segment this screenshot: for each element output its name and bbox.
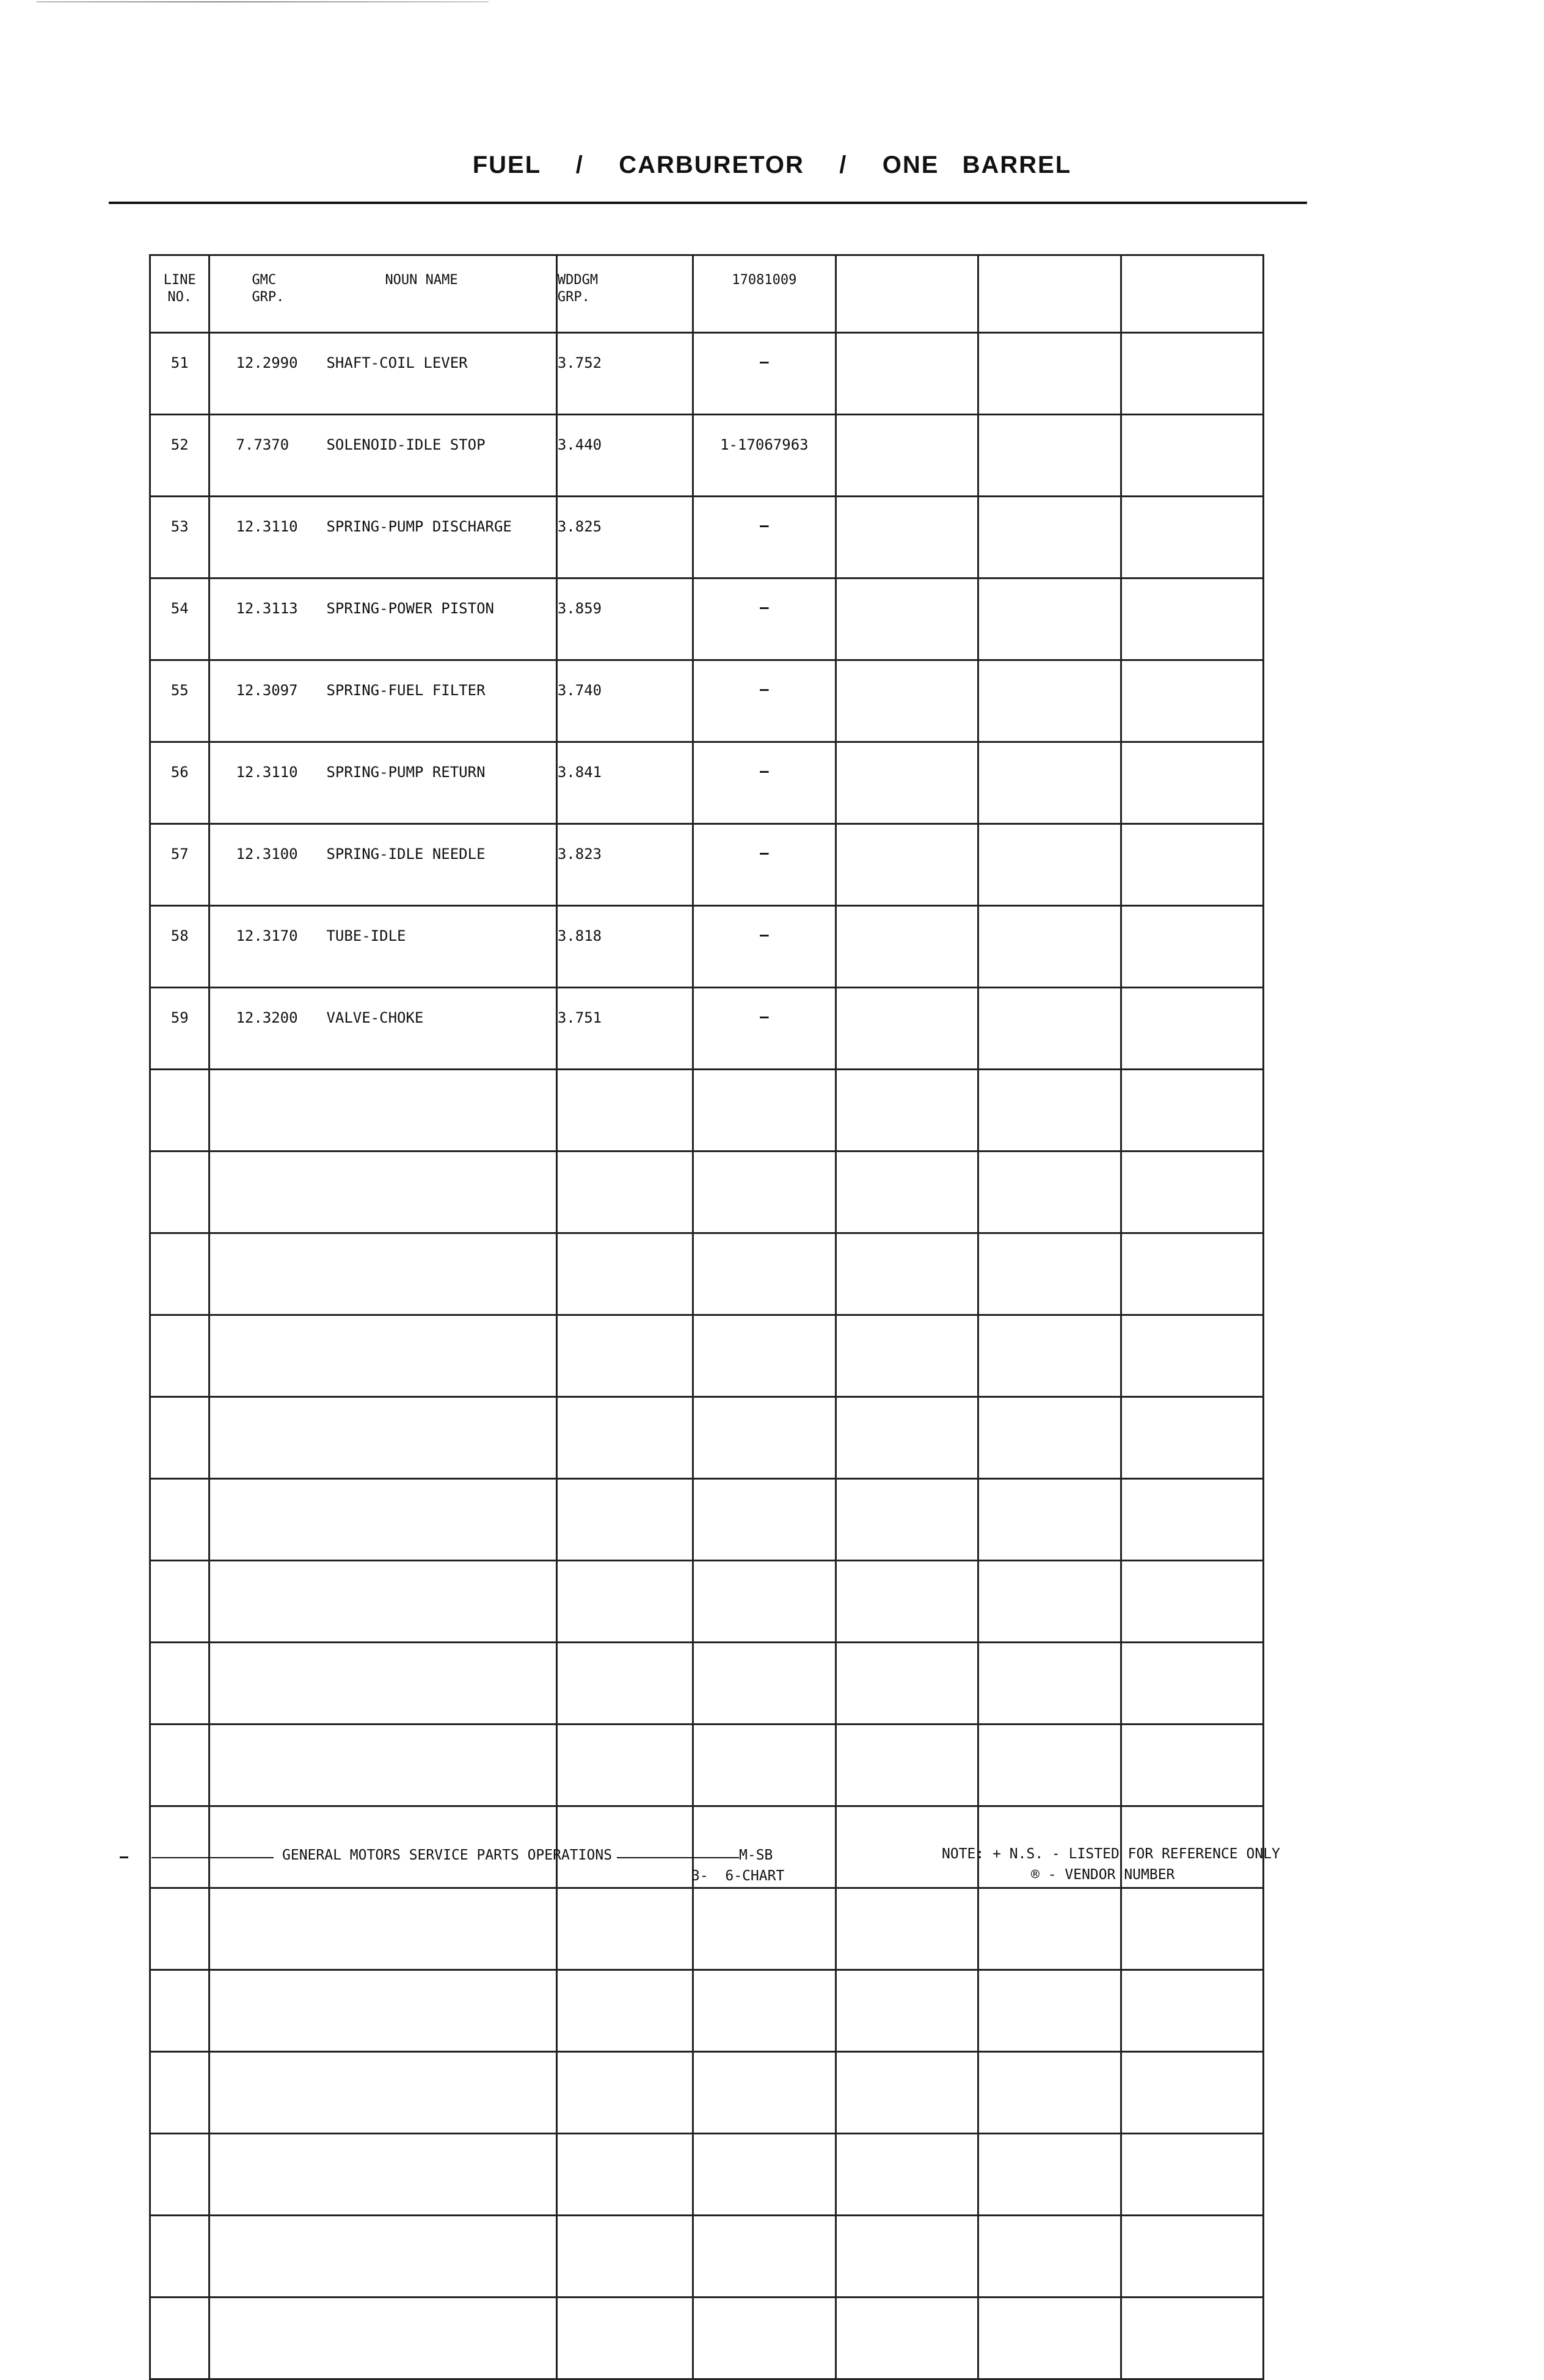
blank-row <box>150 1970 1264 2052</box>
cell-gmc-noun <box>209 742 556 824</box>
table-row <box>150 824 1264 906</box>
cell-gmc-noun <box>209 660 556 742</box>
blank-row <box>150 1070 1264 1152</box>
blank-cell <box>1121 1233 1264 1315</box>
blank-cell <box>693 1315 836 1397</box>
blank-cell <box>693 2134 836 2216</box>
blank-cell <box>556 1725 693 1806</box>
cell-wddgm-grp: 3.825 <box>556 497 693 579</box>
cell-line-no: 57 <box>150 824 209 906</box>
blank-cell <box>150 1233 209 1315</box>
header-variant-2 <box>836 255 978 333</box>
footer-note-1: NOTE: + N.S. - LISTED FOR REFERENCE ONLY <box>942 1846 1280 1862</box>
footer-chart-ref: 3- 6-CHART <box>691 1868 785 1884</box>
cell-variant-3 <box>978 579 1121 660</box>
header-variant-1: 17081009 <box>693 255 836 333</box>
blank-cell <box>1121 1725 1264 1806</box>
header-wddgm <box>556 255 693 333</box>
blank-cell <box>209 1725 556 1806</box>
cell-wddgm-grp: 3.752 <box>556 333 693 415</box>
cell-line-no: 55 <box>150 660 209 742</box>
blank-row <box>150 1152 1264 1233</box>
blank-cell <box>209 1479 556 1561</box>
cell-gmc-noun <box>209 497 556 579</box>
cell-variant-3 <box>978 906 1121 988</box>
blank-cell <box>836 2134 978 2216</box>
table-row <box>150 333 1264 415</box>
blank-cell <box>836 1561 978 1643</box>
blank-cell <box>978 1315 1121 1397</box>
cell-variant-3 <box>978 742 1121 824</box>
blank-row <box>150 1397 1264 1479</box>
footer-code: M-SB <box>739 1847 773 1863</box>
blank-cell <box>836 2298 978 2379</box>
blank-cell <box>693 1397 836 1479</box>
blank-cell <box>978 2052 1121 2134</box>
header-variant-3 <box>978 255 1121 333</box>
blank-cell <box>209 2298 556 2379</box>
blank-cell <box>556 1315 693 1397</box>
blank-cell <box>150 1479 209 1561</box>
cell-variant-1: — <box>693 579 836 660</box>
cell-gmc-noun <box>209 579 556 660</box>
blank-cell <box>150 1315 209 1397</box>
header-gmc-line1: GMC <box>252 272 277 288</box>
blank-cell <box>693 2298 836 2379</box>
cell-line-no: 51 <box>150 333 209 415</box>
cell-variant-1: — <box>693 988 836 1070</box>
cell-variant-1: — <box>693 660 836 742</box>
cell-noun-name: SHAFT-COIL LEVER <box>326 354 468 371</box>
cell-variant-3 <box>978 660 1121 742</box>
blank-row <box>150 2052 1264 2134</box>
blank-cell <box>556 1479 693 1561</box>
footer-org-name: GENERAL MOTORS SERVICE PARTS OPERATIONS <box>282 1847 613 1863</box>
blank-cell <box>836 1315 978 1397</box>
blank-cell <box>978 1970 1121 2052</box>
blank-cell <box>836 1152 978 1233</box>
cell-variant-2 <box>836 660 978 742</box>
header-wddgm-line2: GRP. <box>557 290 590 305</box>
cell-noun-name: SPRING-FUEL FILTER <box>326 682 486 699</box>
blank-cell <box>836 1643 978 1725</box>
cell-variant-4 <box>1121 742 1264 824</box>
blank-cell <box>693 2052 836 2134</box>
table-row <box>150 415 1264 497</box>
cell-line-no: 59 <box>150 988 209 1070</box>
cell-variant-2 <box>836 906 978 988</box>
cell-wddgm-grp: 3.740 <box>556 660 693 742</box>
blank-cell <box>978 2216 1121 2298</box>
blank-cell <box>978 1561 1121 1643</box>
cell-wddgm-grp: 3.823 <box>556 824 693 906</box>
blank-row <box>150 2216 1264 2298</box>
blank-cell <box>209 1070 556 1152</box>
cell-variant-4 <box>1121 579 1264 660</box>
blank-cell <box>1121 1152 1264 1233</box>
blank-cell <box>1121 1397 1264 1479</box>
blank-row <box>150 1643 1264 1725</box>
cell-line-no: 53 <box>150 497 209 579</box>
cell-noun-name: SPRING-IDLE NEEDLE <box>326 845 486 863</box>
table-row <box>150 579 1264 660</box>
cell-gmc-grp: 12.3200 <box>236 1009 298 1026</box>
table-row <box>150 660 1264 742</box>
cell-wddgm-grp: 3.841 <box>556 742 693 824</box>
blank-cell <box>556 2216 693 2298</box>
blank-cell <box>693 1888 836 1970</box>
cell-variant-1: — <box>693 906 836 988</box>
cell-variant-4 <box>1121 906 1264 988</box>
blank-cell <box>209 1315 556 1397</box>
table-row <box>150 742 1264 824</box>
blank-cell <box>556 1070 693 1152</box>
blank-cell <box>150 1806 209 1888</box>
cell-variant-1: 1-17067963 <box>693 415 836 497</box>
blank-cell <box>836 1070 978 1152</box>
cell-wddgm-grp: 3.818 <box>556 906 693 988</box>
footer-left-dash <box>120 1856 128 1858</box>
cell-variant-2 <box>836 415 978 497</box>
cell-gmc-grp: 12.3097 <box>236 682 298 699</box>
cell-line-no: 52 <box>150 415 209 497</box>
cell-gmc-noun <box>209 906 556 988</box>
cell-gmc-noun <box>209 824 556 906</box>
blank-cell <box>209 1233 556 1315</box>
cell-variant-4 <box>1121 988 1264 1070</box>
blank-cell <box>150 2052 209 2134</box>
blank-cell <box>556 1397 693 1479</box>
table-header-row <box>150 255 1264 333</box>
cell-variant-1: — <box>693 742 836 824</box>
blank-cell <box>150 1970 209 2052</box>
cell-variant-1: — <box>693 824 836 906</box>
blank-cell <box>836 1397 978 1479</box>
blank-cell <box>1121 2298 1264 2379</box>
blank-cell <box>556 1152 693 1233</box>
header-gmc-noun <box>209 255 556 333</box>
blank-cell <box>556 2298 693 2379</box>
blank-cell <box>693 1233 836 1315</box>
blank-cell <box>556 1888 693 1970</box>
blank-row <box>150 2134 1264 2216</box>
blank-cell <box>978 1643 1121 1725</box>
blank-cell <box>1121 1643 1264 1725</box>
cell-gmc-grp: 12.3110 <box>236 518 298 535</box>
cell-gmc-grp: 12.3100 <box>236 845 298 863</box>
cell-wddgm-grp: 3.751 <box>556 988 693 1070</box>
blank-row <box>150 1315 1264 1397</box>
blank-cell <box>836 1970 978 2052</box>
blank-cell <box>556 1970 693 2052</box>
cell-gmc-grp: 12.2990 <box>236 354 298 371</box>
blank-cell <box>150 2216 209 2298</box>
blank-cell <box>693 1479 836 1561</box>
cell-variant-3 <box>978 497 1121 579</box>
blank-cell <box>1121 1315 1264 1397</box>
blank-cell <box>693 2216 836 2298</box>
blank-cell <box>978 1479 1121 1561</box>
blank-cell <box>693 1970 836 2052</box>
blank-cell <box>1121 2134 1264 2216</box>
cell-noun-name: SOLENOID-IDLE STOP <box>326 436 486 453</box>
parts-chart-table <box>149 254 1264 2380</box>
blank-row <box>150 2298 1264 2379</box>
header-line-no-line1: LINE <box>163 272 196 288</box>
cell-noun-name: SPRING-PUMP DISCHARGE <box>326 518 512 535</box>
blank-cell <box>1121 1070 1264 1152</box>
cell-variant-3 <box>978 988 1121 1070</box>
blank-cell <box>209 1397 556 1479</box>
cell-variant-1: — <box>693 497 836 579</box>
blank-cell <box>978 2134 1121 2216</box>
blank-cell <box>556 1643 693 1725</box>
blank-cell <box>150 1397 209 1479</box>
cell-gmc-noun <box>209 333 556 415</box>
blank-cell <box>693 1643 836 1725</box>
table-row <box>150 906 1264 988</box>
cell-variant-3 <box>978 333 1121 415</box>
cell-variant-4 <box>1121 824 1264 906</box>
blank-cell <box>209 1888 556 1970</box>
blank-cell <box>209 2052 556 2134</box>
cell-gmc-grp: 7.7370 <box>236 436 290 453</box>
blank-cell <box>209 1643 556 1725</box>
blank-cell <box>209 2134 556 2216</box>
blank-cell <box>209 1152 556 1233</box>
cell-variant-4 <box>1121 415 1264 497</box>
blank-cell <box>1121 1479 1264 1561</box>
blank-cell <box>150 1070 209 1152</box>
blank-cell <box>1121 2052 1264 2134</box>
header-line-no-line2: NO. <box>167 290 192 305</box>
blank-cell <box>150 1888 209 1970</box>
cell-wddgm-grp: 3.859 <box>556 579 693 660</box>
title-divider <box>109 202 1307 204</box>
blank-cell <box>150 2298 209 2379</box>
blank-cell <box>978 2298 1121 2379</box>
cell-gmc-grp: 12.3113 <box>236 600 298 617</box>
cell-variant-2 <box>836 988 978 1070</box>
cell-variant-4 <box>1121 333 1264 415</box>
blank-cell <box>209 1970 556 2052</box>
cell-gmc-grp: 12.3170 <box>236 927 298 944</box>
blank-cell <box>836 1233 978 1315</box>
blank-cell <box>556 1233 693 1315</box>
blank-cell <box>836 1479 978 1561</box>
blank-cell <box>978 1725 1121 1806</box>
blank-row <box>150 1233 1264 1315</box>
blank-cell <box>693 1561 836 1643</box>
blank-cell <box>693 1152 836 1233</box>
cell-variant-3 <box>978 415 1121 497</box>
blank-cell <box>1121 1561 1264 1643</box>
cell-noun-name: SPRING-PUMP RETURN <box>326 764 486 781</box>
blank-cell <box>978 1233 1121 1315</box>
blank-cell <box>693 1725 836 1806</box>
cell-variant-1: — <box>693 333 836 415</box>
blank-row <box>150 1725 1264 1806</box>
blank-cell <box>978 1397 1121 1479</box>
blank-cell <box>836 2216 978 2298</box>
blank-cell <box>150 1152 209 1233</box>
cell-variant-2 <box>836 824 978 906</box>
blank-cell <box>836 2052 978 2134</box>
cell-gmc-noun <box>209 415 556 497</box>
page-title: FUEL / CARBURETOR / ONE BARREL <box>472 151 1072 178</box>
blank-cell <box>556 2134 693 2216</box>
blank-cell <box>693 1070 836 1152</box>
header-wddgm-line1: WDDGM <box>557 272 599 288</box>
cell-noun-name: SPRING-POWER PISTON <box>326 600 494 617</box>
blank-cell <box>150 1561 209 1643</box>
cell-gmc-grp: 12.3110 <box>236 764 298 781</box>
blank-cell <box>978 1888 1121 1970</box>
blank-cell <box>836 1725 978 1806</box>
cell-noun-name: TUBE-IDLE <box>326 927 406 944</box>
blank-cell <box>150 1643 209 1725</box>
cell-variant-3 <box>978 824 1121 906</box>
cell-variant-2 <box>836 579 978 660</box>
blank-cell <box>1121 2216 1264 2298</box>
cell-variant-4 <box>1121 660 1264 742</box>
header-noun-name: NOUN NAME <box>385 272 458 288</box>
blank-cell <box>978 1070 1121 1152</box>
footer-rule-right <box>617 1857 739 1858</box>
blank-cell <box>1121 1970 1264 2052</box>
cell-line-no: 54 <box>150 579 209 660</box>
header-variant-4 <box>1121 255 1264 333</box>
cell-line-no: 56 <box>150 742 209 824</box>
blank-cell <box>150 1725 209 1806</box>
blank-cell <box>836 1888 978 1970</box>
cell-noun-name: VALVE-CHOKE <box>326 1009 424 1026</box>
blank-row <box>150 1888 1264 1970</box>
footer-note-2: ® - VENDOR NUMBER <box>1031 1867 1175 1883</box>
table-row <box>150 497 1264 579</box>
cell-variant-4 <box>1121 497 1264 579</box>
blank-cell <box>150 2134 209 2216</box>
blank-cell <box>978 1152 1121 1233</box>
blank-row <box>150 1479 1264 1561</box>
cell-gmc-noun <box>209 988 556 1070</box>
cell-wddgm-grp: 3.440 <box>556 415 693 497</box>
blank-cell <box>209 2216 556 2298</box>
cell-variant-2 <box>836 497 978 579</box>
cell-line-no: 58 <box>150 906 209 988</box>
header-gmc-line2: GRP. <box>252 290 285 305</box>
header-line-no <box>150 255 209 333</box>
blank-row <box>150 1561 1264 1643</box>
blank-cell <box>209 1561 556 1643</box>
blank-cell <box>1121 1888 1264 1970</box>
cell-variant-2 <box>836 742 978 824</box>
table-row <box>150 988 1264 1070</box>
blank-cell <box>556 1561 693 1643</box>
blank-cell <box>556 2052 693 2134</box>
scan-artifact-line <box>37 1 489 2</box>
cell-variant-2 <box>836 333 978 415</box>
footer-rule-left <box>151 1857 274 1858</box>
